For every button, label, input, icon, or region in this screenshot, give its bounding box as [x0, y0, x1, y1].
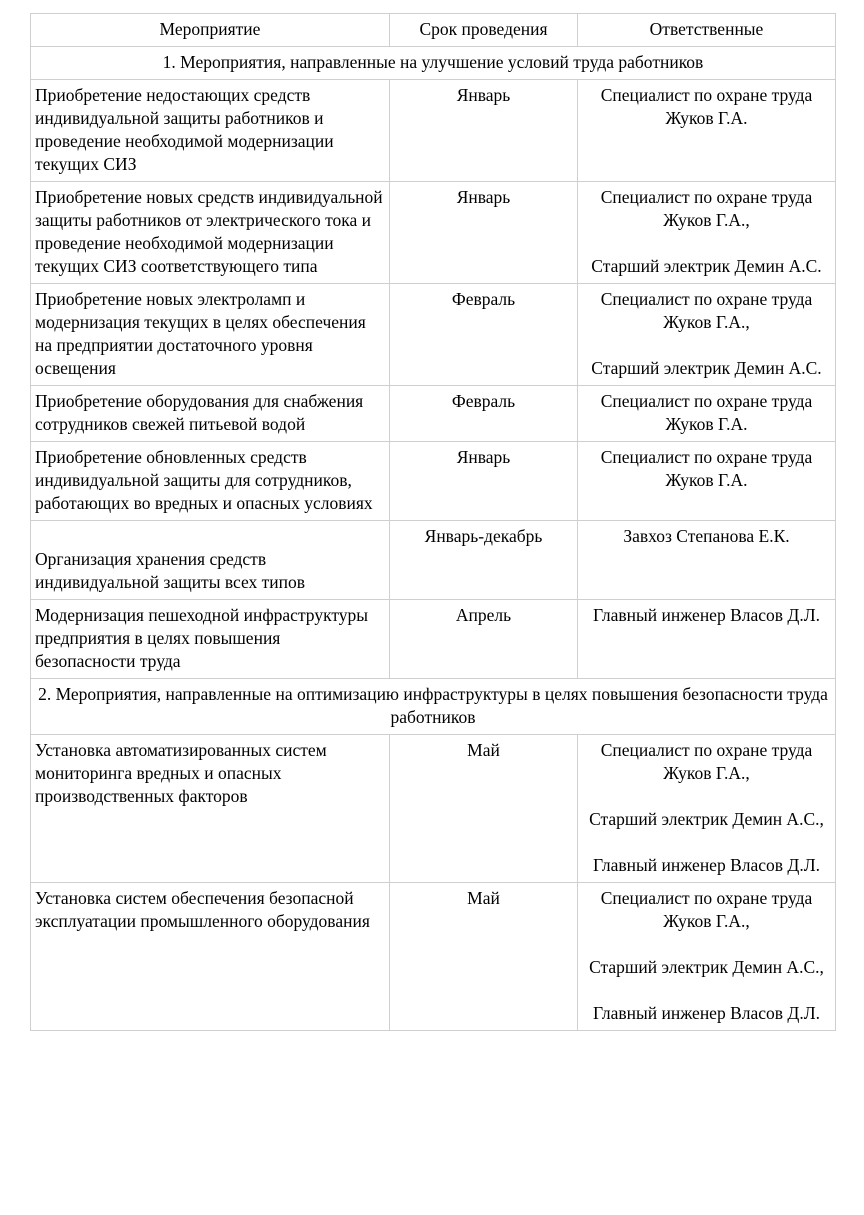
table-row [31, 284, 836, 386]
header-responsible: Ответственные [578, 14, 836, 47]
responsible-person: Главный инженер Власов Д.Л. [593, 605, 820, 625]
responsible-cell [578, 80, 836, 182]
header-activity: Мероприятие [31, 14, 390, 47]
responsible-person: Главный инженер Власов Д.Л. [593, 855, 820, 875]
responsible-person: Специалист по охране труда Жуков Г.А. [600, 447, 813, 490]
activity-cell: Установка систем обеспечения безопасной эксплуатации промышленного оборудования [31, 883, 390, 1031]
activity-cell: Модернизация пешеходной инфраструктуры предприятия в целях повышения безопасности труда [31, 600, 390, 679]
responsible-person: Завхоз Степанова Е.К. [623, 526, 790, 546]
table-row [31, 521, 836, 600]
activity-cell: Приобретение обновленных средств индивидуальной защиты для сотрудников, работающих во вредных и опасных условиях [31, 442, 390, 521]
table-row [31, 883, 836, 1031]
table-row [31, 442, 836, 521]
responsible-cell [578, 521, 836, 600]
table-row [31, 182, 836, 284]
activity-cell: Приобретение оборудования для снабжения сотрудников свежей питьевой водой [31, 386, 390, 442]
responsible-cell [578, 442, 836, 521]
responsible-cell [578, 284, 836, 386]
activities-table [30, 13, 836, 1031]
responsible-person: Специалист по охране труда Жуков Г.А., [600, 740, 813, 783]
section-row [31, 679, 836, 735]
responsible-person: Специалист по охране труда Жуков Г.А., [600, 187, 813, 230]
header-row [31, 14, 836, 47]
activity-cell: Приобретение недостающих средств индивидуальной защиты работников и проведение необходимой модернизации текущих СИЗ [31, 80, 390, 182]
table-row [31, 386, 836, 442]
responsible-cell [578, 883, 836, 1031]
section-row [31, 47, 836, 80]
responsible-person: Старший электрик Демин А.С., [589, 957, 824, 977]
term-cell: Май [390, 883, 578, 1031]
term-cell: Январь-декабрь [390, 521, 578, 600]
responsible-person: Старший электрик Демин А.С. [591, 256, 822, 276]
responsible-person: Специалист по охране труда Жуков Г.А., [600, 888, 813, 931]
section-title: 2. Мероприятия, направленные на оптимизацию инфраструктуры в целях повышения безопасности труда работников [31, 679, 836, 735]
responsible-person: Специалист по охране труда Жуков Г.А., [600, 289, 813, 332]
responsible-person: Старший электрик Демин А.С. [591, 358, 822, 378]
term-cell: Апрель [390, 600, 578, 679]
responsible-person: Специалист по охране труда Жуков Г.А. [600, 85, 813, 128]
responsible-person: Главный инженер Власов Д.Л. [593, 1003, 820, 1023]
responsible-person: Специалист по охране труда Жуков Г.А. [600, 391, 813, 434]
activity-cell [31, 521, 390, 600]
term-cell: Январь [390, 80, 578, 182]
term-cell: Май [390, 735, 578, 883]
activity-cell: Приобретение новых средств индивидуальной защиты работников от электрического тока и проведение необходимой модернизации текущих СИЗ соответствующего типа [31, 182, 390, 284]
term-cell: Январь [390, 182, 578, 284]
activity-text: Организация хранения средств индивидуальной защиты всех типов [35, 549, 306, 592]
section-title: 1. Мероприятия, направленные на улучшение условий труда работников [31, 47, 836, 80]
term-cell: Январь [390, 442, 578, 521]
responsible-cell [578, 182, 836, 284]
table-row [31, 600, 836, 679]
table-row [31, 735, 836, 883]
blank-line [35, 525, 385, 548]
table-row [31, 80, 836, 182]
responsible-cell [578, 735, 836, 883]
activity-cell: Установка автоматизированных систем мониторинга вредных и опасных производственных факторов [31, 735, 390, 883]
term-cell: Февраль [390, 284, 578, 386]
responsible-cell [578, 600, 836, 679]
term-cell: Февраль [390, 386, 578, 442]
header-term: Срок проведения [390, 14, 578, 47]
responsible-person: Старший электрик Демин А.С., [589, 809, 824, 829]
responsible-cell [578, 386, 836, 442]
activity-cell: Приобретение новых электроламп и модернизация текущих в целях обеспечения на предприятии достаточного уровня освещения [31, 284, 390, 386]
